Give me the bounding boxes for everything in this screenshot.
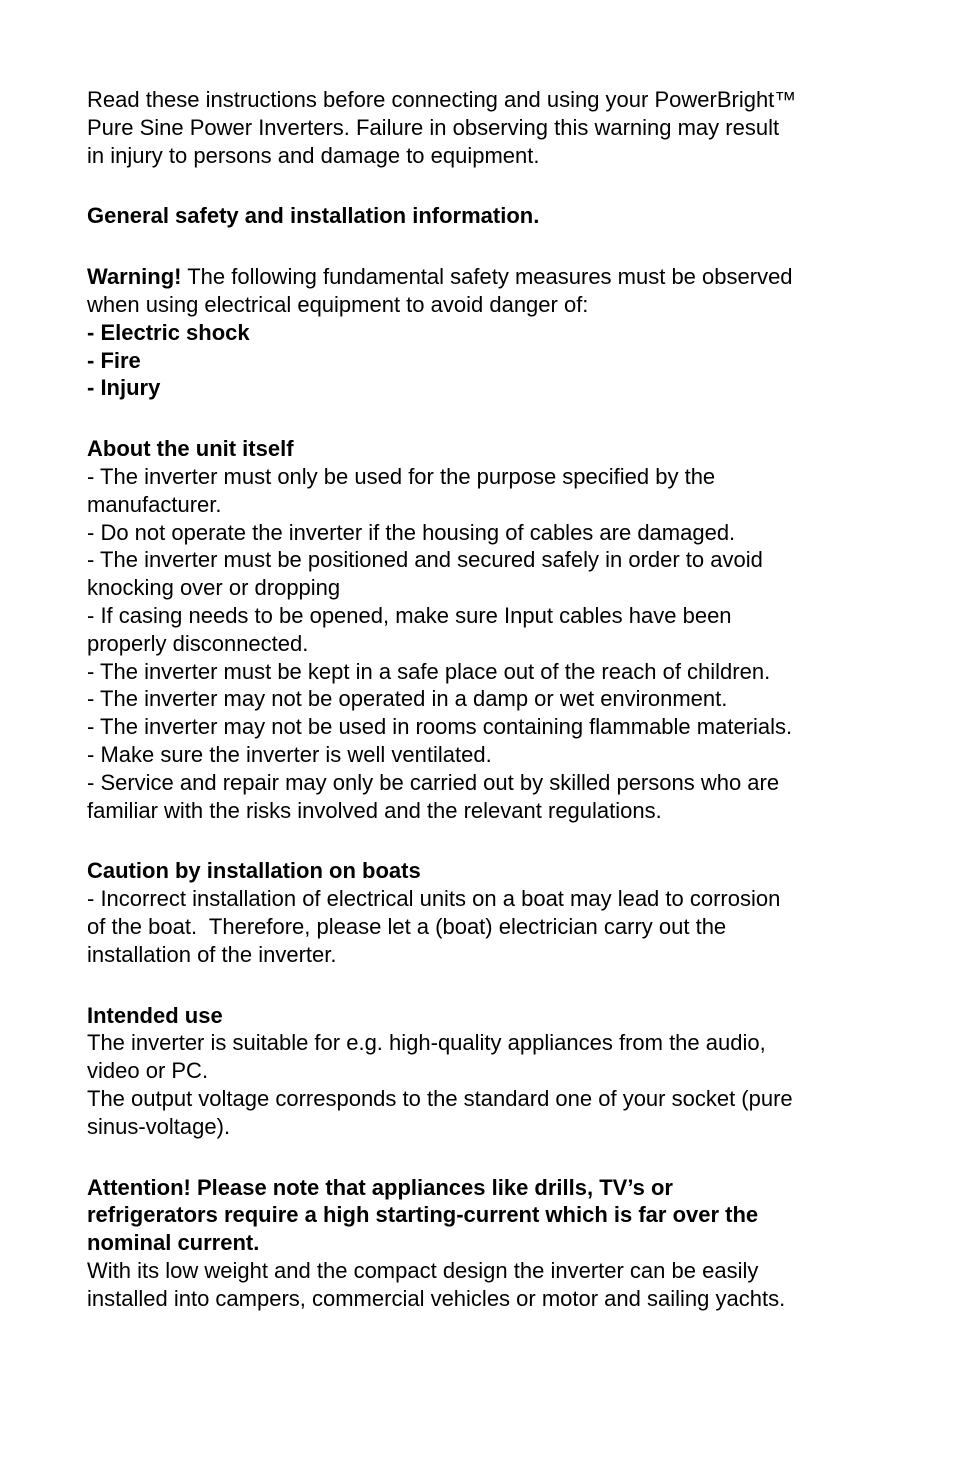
- unit-line: - If casing needs to be opened, make sure Input cables have been: [87, 602, 732, 628]
- intro-line: Read these instructions before connecting and using your PowerBright™: [87, 87, 797, 112]
- intended-line: The inverter is suitable for e.g. high-quality appliances from the audio,: [87, 1030, 766, 1056]
- unit-line: properly disconnected.: [87, 630, 309, 656]
- warning-section: [87, 263, 877, 402]
- intro-paragraph: [87, 86, 877, 169]
- boats-line: of the boat. Therefore, please let a (boat) electrician carry out the: [87, 913, 727, 939]
- unit-line: manufacturer.: [87, 491, 222, 517]
- attention-line: refrigerators require a high starting-current which is far over the: [87, 1202, 759, 1228]
- unit-section: [87, 435, 877, 824]
- attention-line: Attention! Please note that appliances like drills, TV’s or: [87, 1174, 673, 1200]
- intro-line: in injury to persons and damage to equipment.: [87, 142, 540, 168]
- boats-line: - Incorrect installation of electrical units on a boat may lead to corrosion: [87, 886, 781, 912]
- attention-section: [87, 1174, 877, 1313]
- unit-line: - The inverter must be positioned and secured safely in order to avoid: [87, 547, 763, 573]
- general-heading: General safety and installation information.: [87, 203, 540, 229]
- boats-heading: Caution by installation on boats: [87, 858, 421, 884]
- document-page: [87, 86, 877, 1312]
- intended-heading: Intended use: [87, 1002, 223, 1028]
- unit-line: familiar with the risks involved and the relevant regulations.: [87, 797, 662, 823]
- unit-line: - The inverter may not be used in rooms containing flammable materials.: [87, 714, 793, 740]
- unit-heading: About the unit itself: [87, 436, 294, 462]
- attention-body-line: With its low weight and the compact design the inverter can be easily: [87, 1257, 759, 1283]
- unit-line: - The inverter must be kept in a safe place out of the reach of children.: [87, 658, 771, 684]
- intended-line: The output voltage corresponds to the standard one of your socket (pure: [87, 1085, 793, 1111]
- boats-section: [87, 857, 877, 968]
- danger-item: - Fire: [87, 347, 141, 373]
- intended-line: sinus-voltage).: [87, 1113, 231, 1139]
- unit-line: - Do not operate the inverter if the housing of cables are damaged.: [87, 519, 736, 545]
- unit-line: - Service and repair may only be carried out by skilled persons who are: [87, 769, 780, 795]
- unit-line: - The inverter must only be used for the purpose specified by the: [87, 463, 716, 489]
- intro-line: Pure Sine Power Inverters. Failure in observing this warning may result: [87, 114, 780, 140]
- unit-line: knocking over or dropping: [87, 575, 341, 601]
- unit-line: - The inverter may not be operated in a damp or wet environment.: [87, 686, 728, 712]
- attention-body-line: installed into campers, commercial vehicles or motor and sailing yachts.: [87, 1285, 786, 1311]
- intended-section: [87, 1002, 877, 1141]
- danger-item: - Electric shock: [87, 319, 250, 345]
- attention-line: nominal current.: [87, 1230, 260, 1256]
- warning-line: when using electrical equipment to avoid danger of:: [87, 291, 589, 317]
- boats-line: installation of the inverter.: [87, 941, 337, 967]
- intended-line: video or PC.: [87, 1058, 209, 1084]
- warning-label: Warning!: [87, 264, 182, 290]
- warning-line: [87, 263, 877, 291]
- warning-text: The following fundamental safety measures must be observed: [181, 264, 793, 290]
- unit-line: - Make sure the inverter is well ventilated.: [87, 741, 492, 767]
- danger-item: - Injury: [87, 375, 161, 401]
